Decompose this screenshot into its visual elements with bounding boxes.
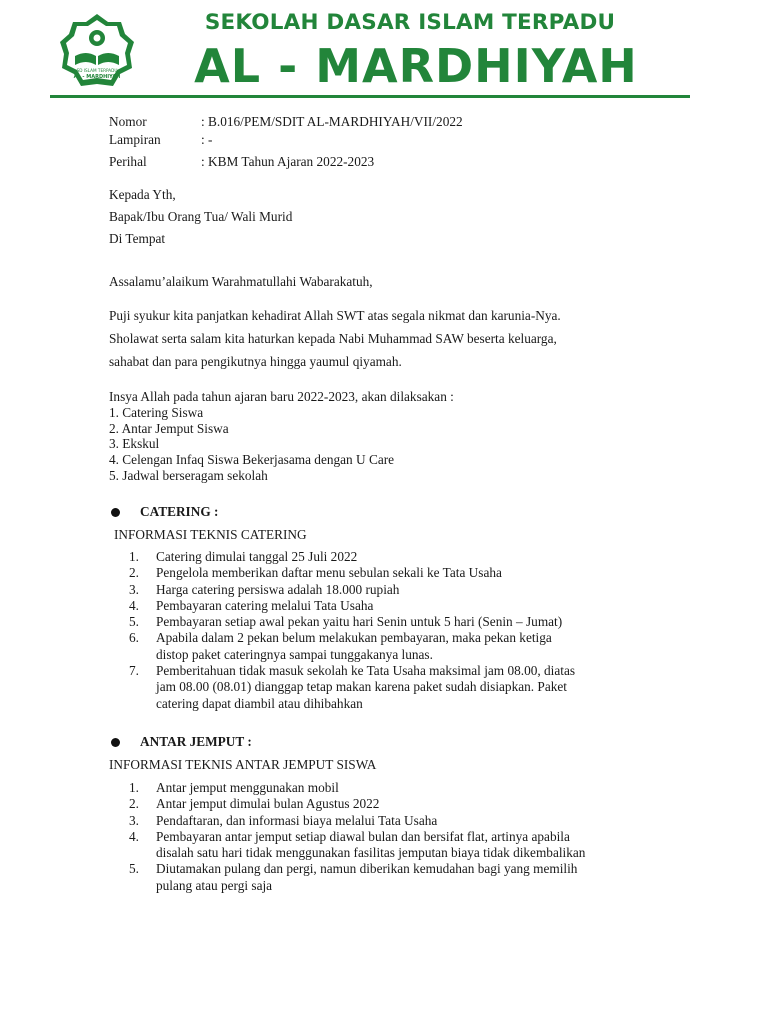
list-item-number: 5. (129, 614, 139, 630)
antar-jemput-subheading: INFORMASI TEKNIS ANTAR JEMPUT SISWA (109, 757, 377, 772)
list-item (129, 829, 658, 862)
list-item (129, 780, 658, 796)
list-item-text (156, 630, 658, 663)
list-item-line: pulang atau pergi saja (156, 877, 273, 893)
program-list (109, 405, 394, 484)
list-item (129, 796, 658, 812)
list-item-line: jam 08.00 (08.01) dianggap tetap makan karena paket sudah disiapkan. Paket (156, 679, 567, 695)
recipient-line-2: Bapak/Ibu Orang Tua/ Wali Murid (109, 209, 293, 224)
opening-line-2: Sholawat serta salam kita haturkan kepada Nabi Muhammad SAW beserta keluarga, (109, 331, 557, 346)
opening-paragraph (109, 304, 647, 373)
list-item-number: 2. (129, 796, 139, 812)
school-name-heading: AL - MARDHIYAH (194, 39, 638, 93)
list-item-text (156, 549, 658, 565)
list-item-text (156, 813, 658, 829)
list-item: 2. Antar Jemput Siswa (109, 420, 229, 436)
list-item: 3. Ekskul (109, 436, 160, 452)
list-item-number: 7. (129, 663, 139, 679)
lampiran-value: : - (201, 132, 213, 147)
list-item (129, 861, 658, 894)
recipient-line-1: Kepada Yth, (109, 187, 176, 202)
list-item (129, 549, 658, 565)
list-item-line: disalah satu hari tidak menggunakan fasilitas jemputan biaya tidak dikembalikan (156, 845, 586, 861)
list-item-text (156, 598, 658, 614)
list-item-number: 4. (129, 597, 139, 613)
list-item-line: Apabila dalam 2 pekan belum melakukan pembayaran, maka pekan ketiga (156, 630, 552, 646)
catering-subheading: INFORMASI TEKNIS CATERING (114, 527, 307, 542)
list-item-number: 4. (129, 828, 139, 844)
list-item-line: Antar jemput dimulai bulan Agustus 2022 (156, 796, 380, 812)
list-item-line: Pendaftaran, dan informasi biaya melalui Tata Usaha (156, 812, 438, 828)
list-item-line: Pembayaran setiap awal pekan yaitu hari Senin untuk 5 hari (Senin – Jumat) (156, 614, 563, 630)
antar-jemput-heading (109, 734, 252, 750)
recipient-line-3: Di Tempat (109, 231, 166, 246)
list-item-text (156, 614, 658, 630)
logo-text-bottom: AL - MARDHIYAH (73, 74, 121, 80)
list-item (129, 614, 658, 630)
list-item: 4. Celengan Infaq Siswa Bekerjasama dengan U Care (109, 452, 395, 468)
list-item-line: Diutamakan pulang dan pergi, namun diberikan kemudahan bagi yang memilih (156, 861, 578, 877)
antar-jemput-list (129, 780, 658, 894)
list-item (129, 663, 658, 712)
list-item-text (156, 796, 658, 812)
list-item (129, 813, 658, 829)
list-item (129, 565, 658, 581)
list-item-line: Pembayaran catering melalui Tata Usaha (156, 597, 374, 613)
list-item-number: 1. (129, 780, 139, 795)
nomor-value: : B.016/PEM/SDIT AL-MARDHIYAH/VII/2022 (201, 114, 463, 129)
list-item-number: 2. (129, 565, 139, 581)
list-item-number: 1. (129, 549, 139, 564)
list-item (129, 598, 658, 614)
list-item-line: distop paket cateringnya sampai tunggakanya lunas. (156, 646, 433, 662)
intro-text: Insya Allah pada tahun ajaran baru 2022-2023, akan dilaksakan : (109, 389, 454, 404)
school-type-heading: SEKOLAH DASAR ISLAM TERPADU (204, 10, 616, 35)
list-item-text (156, 663, 658, 712)
list-item-line: Pembayaran antar jemput setiap diawal bulan dan bersifat flat, artinya apabila (156, 828, 570, 844)
catering-list (129, 549, 658, 712)
header-divider (50, 95, 690, 98)
lampiran-label: Lampiran (109, 132, 161, 147)
school-logo-icon (58, 12, 136, 90)
list-item-text (156, 829, 658, 862)
list-item-text (156, 582, 658, 598)
opening-line-3: sahabat dan para pengikutnya hingga yaumul qiyamah. (109, 354, 402, 369)
perihal-label: Perihal (109, 154, 147, 169)
logo-text-top: SD ISLAM TERPADU (76, 68, 118, 73)
list-item-line: Pengelola memberikan daftar menu sebulan sekali ke Tata Usaha (156, 565, 502, 581)
list-item-line: catering dapat diambil atau dihibahkan (156, 695, 363, 711)
catering-heading-text: CATERING : (140, 504, 219, 519)
perihal-value: : KBM Tahun Ajaran 2022-2023 (201, 154, 375, 169)
opening-line-1: Puji syukur kita panjatkan kehadirat Allah SWT atas segala nikmat dan karunia-Nya. (109, 308, 561, 323)
list-item-text (156, 565, 658, 581)
list-item-line: Harga catering persiswa adalah 18.000 rupiah (156, 581, 400, 597)
nomor-label: Nomor (109, 114, 147, 129)
list-item-line: Pemberitahuan tidak masuk sekolah ke Tata Usaha maksimal jam 08.00, diatas (156, 663, 576, 679)
list-item: 1. Catering Siswa (109, 405, 204, 420)
bullet-icon (111, 508, 120, 517)
catering-heading (109, 504, 218, 520)
list-item: 5. Jadwal berseragam sekolah (109, 467, 268, 483)
list-item-line: Catering dimulai tanggal 25 Juli 2022 (156, 549, 358, 564)
bullet-icon (111, 738, 120, 747)
antar-jemput-heading-text: ANTAR JEMPUT : (140, 734, 252, 749)
list-item-number: 3. (129, 812, 139, 828)
list-item-line: Antar jemput menggunakan mobil (156, 780, 339, 795)
list-item (129, 582, 658, 598)
list-item-text (156, 780, 658, 796)
list-item-number: 6. (129, 630, 139, 646)
list-item-number: 5. (129, 861, 139, 877)
list-item-text (156, 861, 658, 894)
greeting: Assalamu’alaikum Warahmatullahi Wabarakatuh, (109, 274, 373, 289)
list-item (129, 630, 658, 663)
list-item-number: 3. (129, 581, 139, 597)
